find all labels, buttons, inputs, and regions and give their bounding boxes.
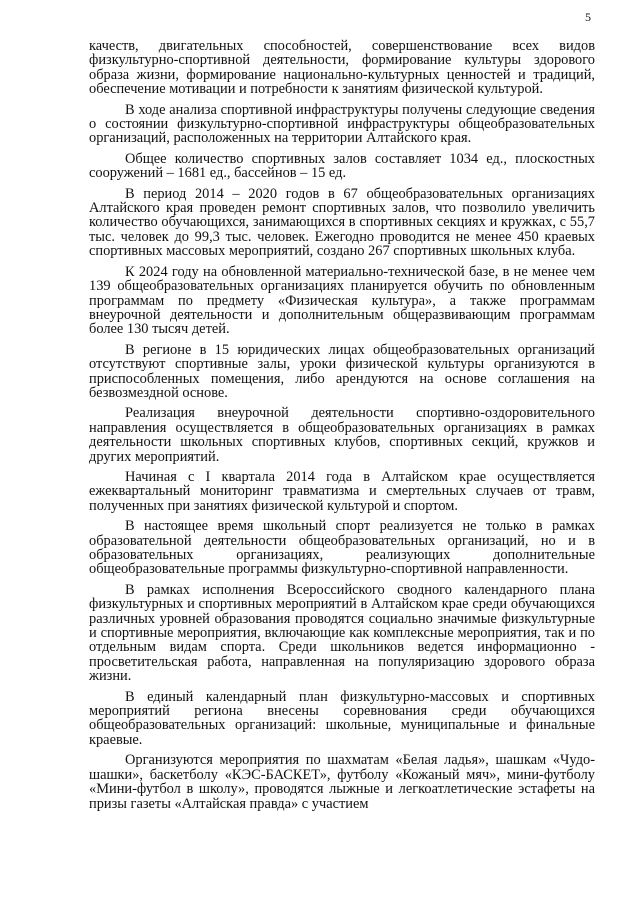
paragraph: Общее количество спортивных залов составляет 1034 ед., плоскостных сооружений – 1681 ед., бассейнов – 15 ед. bbox=[89, 150, 595, 182]
paragraph: В регионе в 15 юридических лицах общеобразовательных организаций отсутствуют спортивные залы, уроки физической культуры организуются в приспособленных помещения, либо арендуются на основе соглашения на безвозмездной основе. bbox=[89, 341, 595, 401]
paragraph: К 2024 году на обновленной материально-технической базе, в не менее чем 139 общеобразовательных организациях планируется обучить по обновленным программам по предмету «Физическая культура», а также программам внеурочной деятельности и дополнительным общеразвивающим программам более 130 тысяч детей. bbox=[89, 263, 595, 338]
paragraph: Начиная с I квартала 2014 года в Алтайском крае осуществляется ежеквартальный мониторинг травматизма и смертельных случаев от травм, полученных при занятиях физической культурой и спортом. bbox=[89, 468, 595, 514]
paragraph: В рамках исполнения Всероссийского сводного календарного плана физкультурных и спортивных мероприятий в Алтайском крае среди обучающихся различных уровней образования проводятся социально значимые физкультурные и спортивные мероприятия, включающие как комплексные мероприятия, так и по отдельным видам спорта. Среди школьников ведется информационно - просветительская работа, направленная на популяризацию здорового образа жизни. bbox=[89, 581, 595, 685]
document-body bbox=[89, 39, 595, 817]
paragraph: В единый календарный план физкультурно-массовых и спортивных мероприятий региона внесены соревнования среди обучающихся общеобразовательных организаций: школьные, муниципальные и финальные краевые. bbox=[89, 688, 595, 748]
paragraph: качеств, двигательных способностей, совершенствование всех видов физкультурно-спортивной деятельности, формирование культуры здорового образа жизни, формирование национально-культурных ценностей и традиций, обеспечение мотивации и потребности к занятиям физической культурой. bbox=[89, 38, 595, 98]
paragraph: В ходе анализа спортивной инфраструктуры получены следующие сведения о состоянии физкультурно-спортивной инфраструктуры общеобразовательных организаций, расположенных на территории Алтайского края. bbox=[89, 101, 595, 147]
paragraph: Организуются мероприятия по шахматам «Белая ладья», шашкам «Чудо-шашки», баскетболу «КЭС-БАСКЕТ», футболу «Кожаный мяч», мини-футболу «Мини-футбол в школу», проводятся лыжные и легкоатлетические эстафеты на призы газеты «Алтайская правда» с участием bbox=[89, 752, 595, 812]
paragraph: Реализация внеурочной деятельности спортивно-оздоровительного направления осуществляется в общеобразовательных организациях в рамках деятельности школьных спортивных клубов, спортивных секций, кружков и других мероприятий. bbox=[89, 405, 595, 465]
paragraph: В настоящее время школьный спорт реализуется не только в рамках образовательной деятельности общеобразовательных организаций, но и в образовательных организациях, реализующих дополнительные общеобразовательные программы физкультурно-спортивной направленности. bbox=[89, 518, 595, 578]
page-number: 5 bbox=[585, 10, 591, 24]
paragraph: В период 2014 – 2020 годов в 67 общеобразовательных организациях Алтайского края проведен ремонт спортивных залов, что позволило увеличить количество обучающихся, занимающихся в спортивных секциях и кружках, с 55,7 тыс. человек до 99,3 тыс. человек. Ежегодно проводится не менее 450 краевых спортивных массовых мероприятий, создано 267 спортивных школьных клуба. bbox=[89, 185, 595, 260]
